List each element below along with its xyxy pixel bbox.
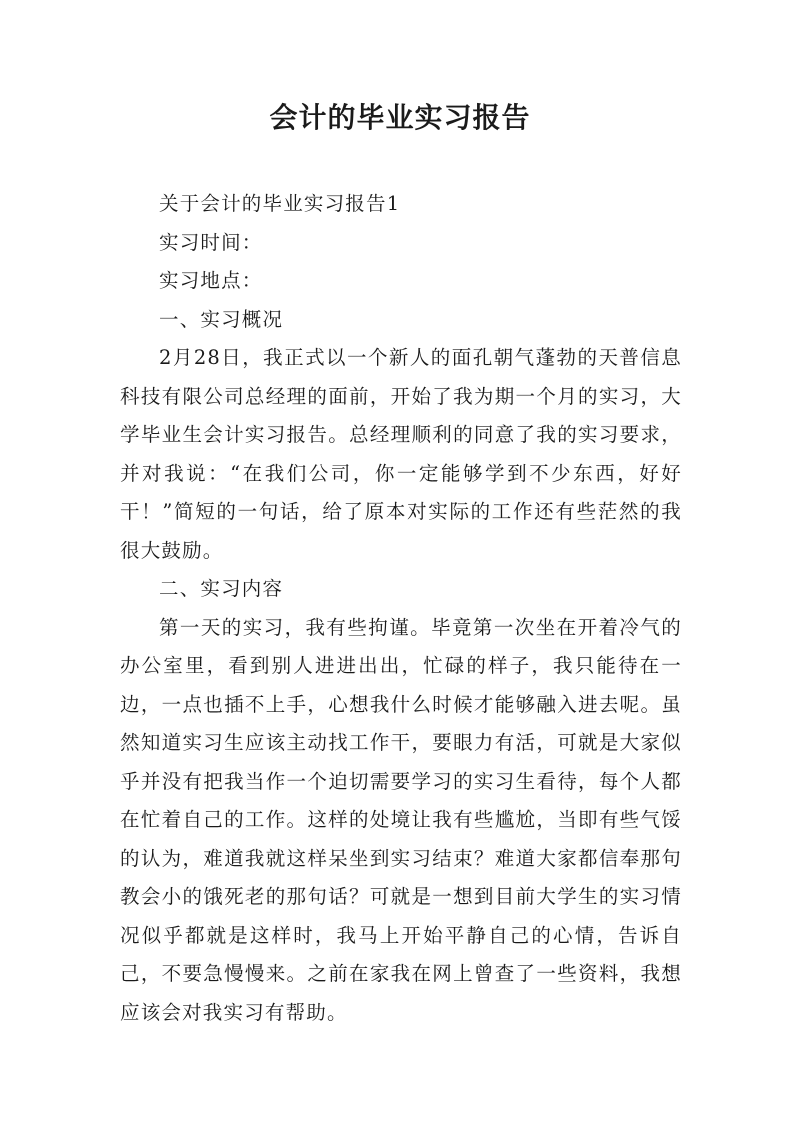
- internship-location: 实习地点：: [159, 269, 263, 292]
- document-title: 会计的毕业实习报告: [269, 101, 531, 134]
- internship-time: 实习时间：: [159, 230, 263, 254]
- paragraph-overview: 2月28日，我正式以一个新人的面孔朝气蓬勃的天普信息科技有限公司总经理的面前，开始了我为期一个月的实习，大学毕业生会计实习报告。总经理顺利的同意了我的实习要求，并对我说：“在我们公司，你一定能够学到不少东西，好好干！”简短的一句话，给了原本对实际的工作还有些茫然的我很大鼓励。: [120, 346, 682, 562]
- report-heading: 关于会计的毕业实习报告1: [159, 192, 401, 215]
- section-heading-overview: 一、实习概况: [159, 307, 284, 331]
- document-body: [120, 185, 682, 1032]
- section-heading-content: 二、实习内容: [159, 577, 284, 600]
- paragraph-content: 第一天的实习，我有些拘谨。毕竟第一次坐在开着冷气的办公室里，看到别人进进出出，忙碌的样子，我只能待在一边，一点也插不上手，心想我什么时候才能够融入进去呢。虽然知道实习生应该主动找工作干，要眼力有活，可就是大家似乎并没有把我当作一个迫切需要学习的实习生看待，每个人都在忙着自己的工作。这样的处境让我有些尴尬，当即有些气馁的认为，难道我就这样呆坐到实习结束？难道大家都信奉那句教会小的饿死老的那句话？可就是一想到目前大学生的实习情况似乎都就是这样时，我马上开始平静自己的心情，告诉自己，不要急慢慢来。之前在家我在网上曾查了一些资料，我想应该会对我实习有帮助。: [120, 615, 682, 1024]
